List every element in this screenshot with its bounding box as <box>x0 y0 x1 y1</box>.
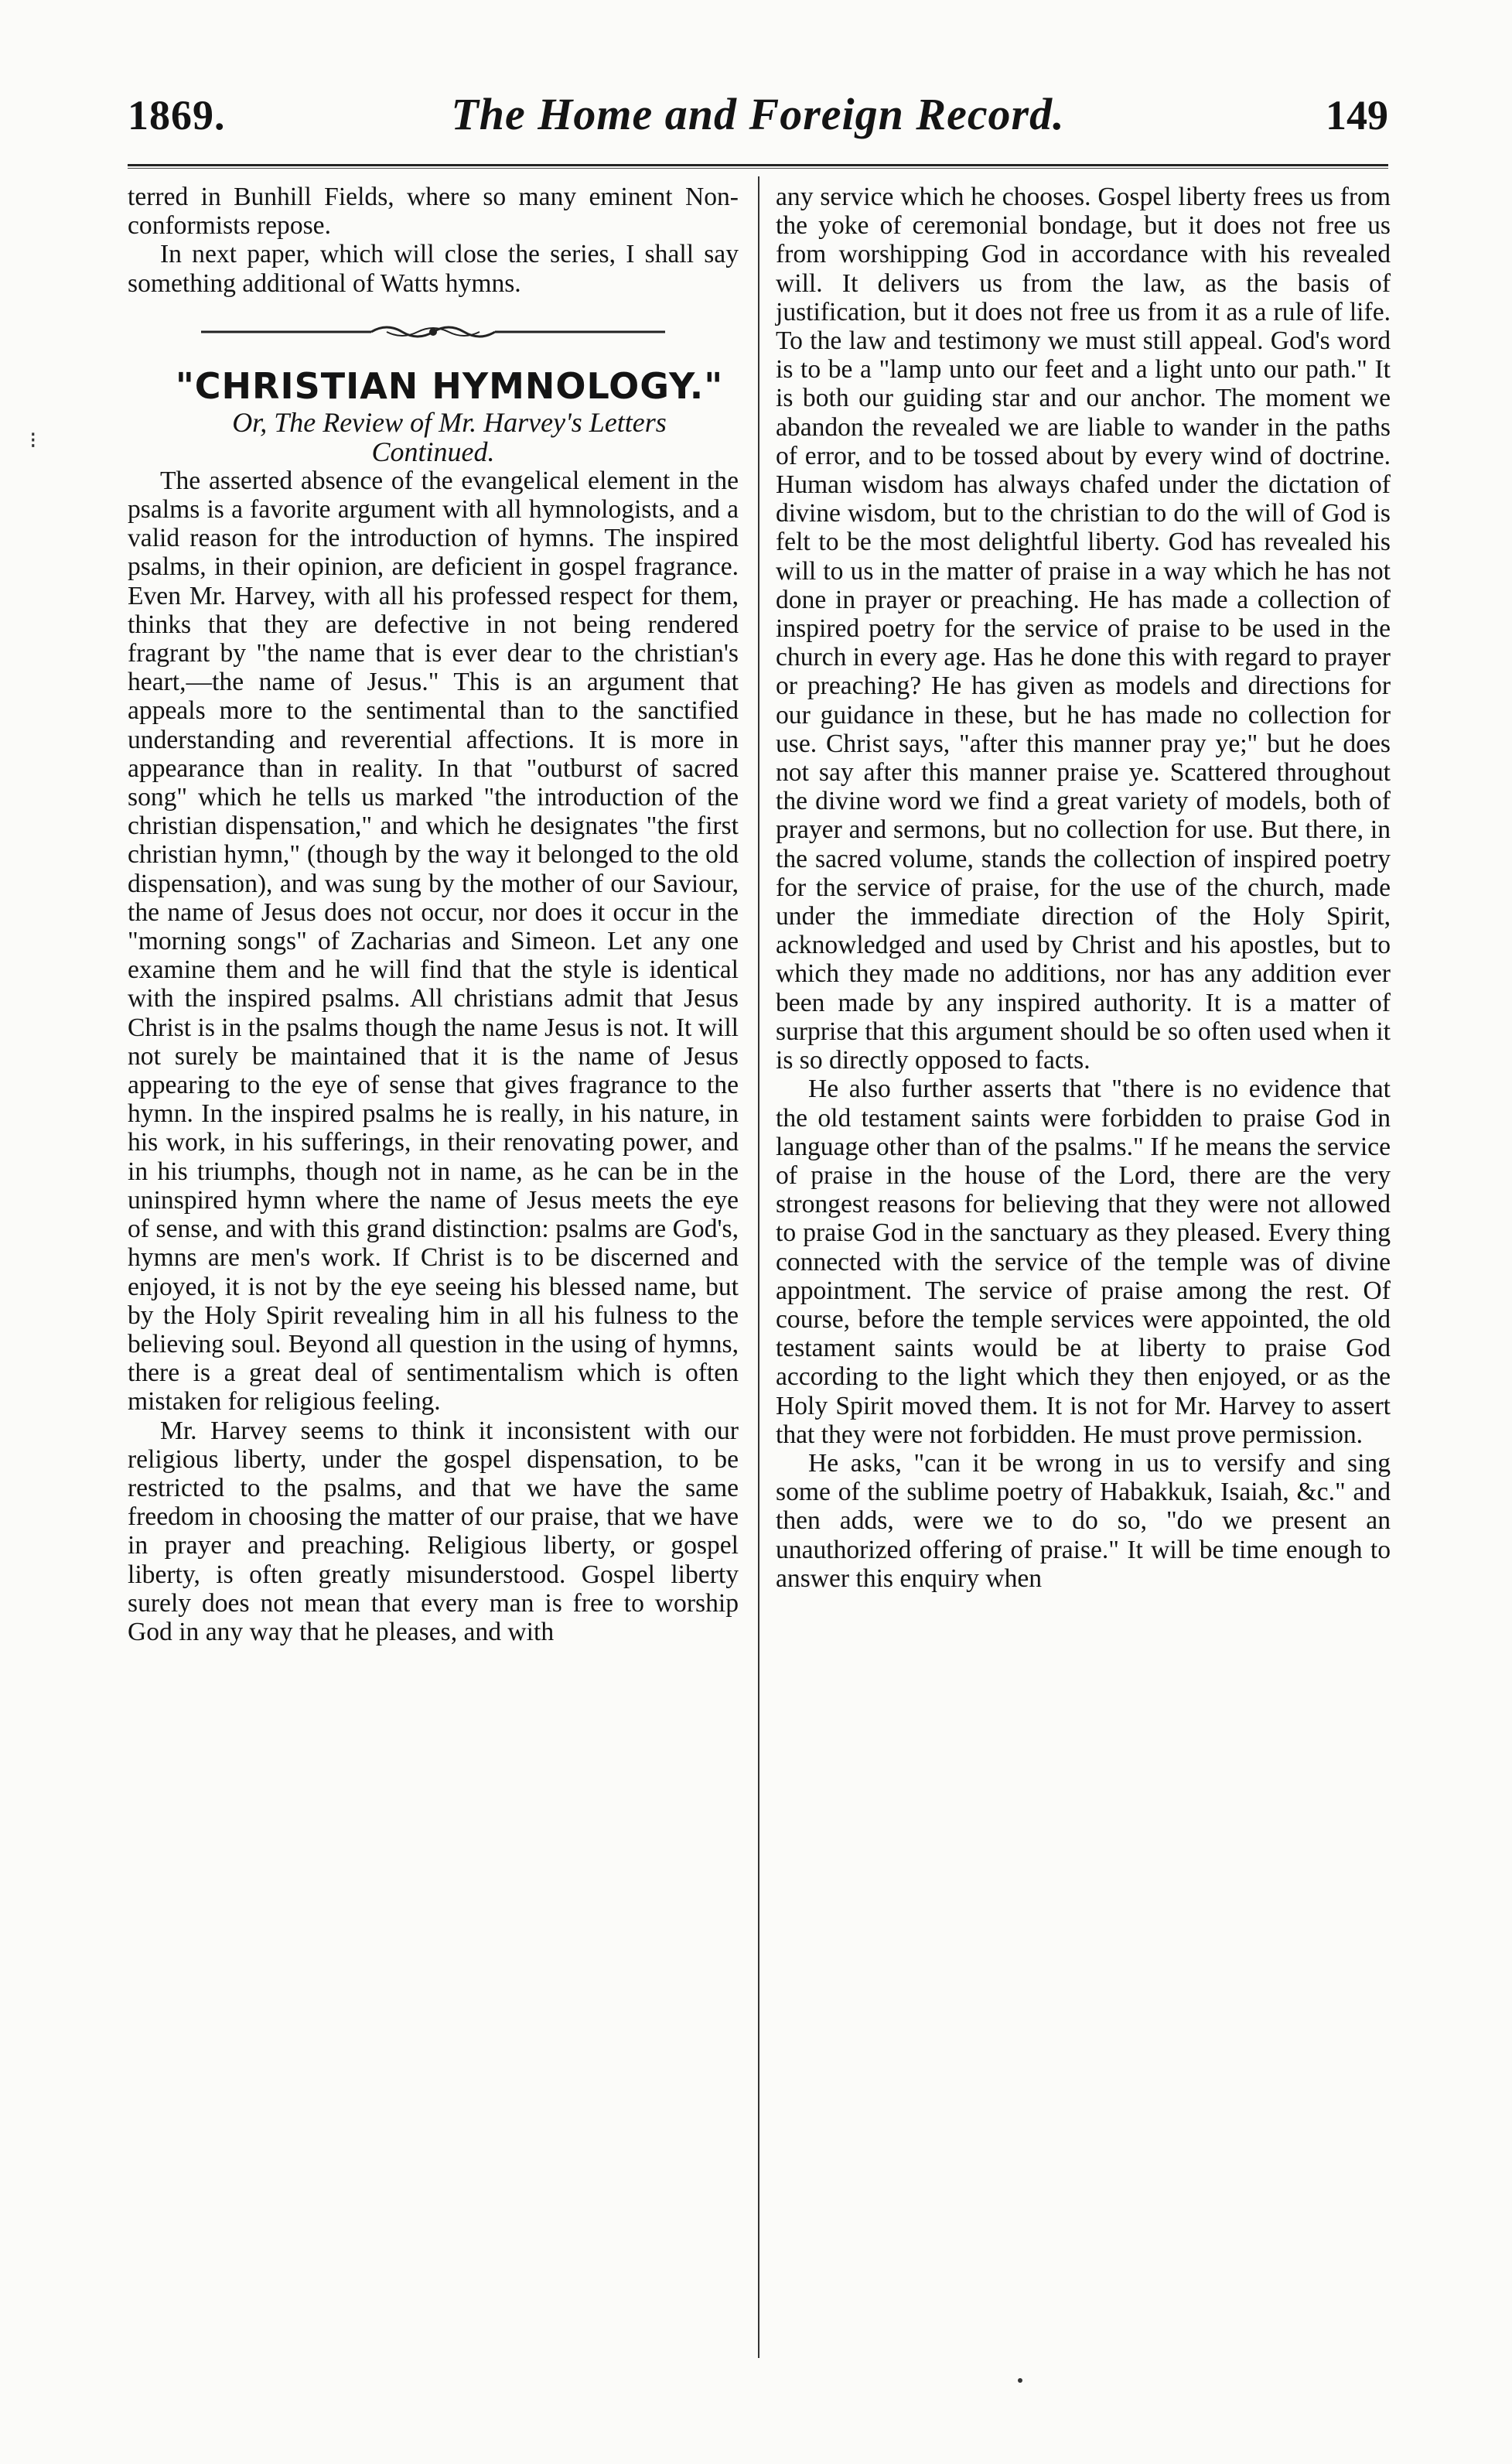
header-rule-thin <box>128 168 1388 169</box>
margin-mark: ⁝ <box>29 428 37 453</box>
running-header <box>128 91 1388 153</box>
ornament-divider-icon <box>201 321 665 343</box>
body-paragraph: The asserted absence of the evangelical element in the psalms is a favorite argument with all hymnologists, and a valid reason for the introduction of hymns. The inspired psalms, in their opinion, are deficient in gospel fragrance. Even Mr. Harvey, with all his professed respect for them, thinks that they are defective in not being rendered fragrant by "the name that is ever dear to the christian's heart,—the name of Jesus." This is an argument that appeals more to the sentimental than to the sanctified understanding and reverential affections. It is more in appearance than in reality. In that "outburst of sacred song" which he tells us marked "the introduction of the christian dispensation," and which he designates "the first christian hymn," (though by the way it belonged to the old dispensation), and was sung by the mother of our Saviour, the name of Jesus does not occur, nor does it occur in the "morning songs" of Zacharias and Simeon. Let any one examine them and he will find that the style is identical with the inspired psalms. All christians admit that Jesus Christ is in the psalms though the name Jesus is not. It will not surely be maintained that it is the name of Jesus appearing to the eye of sense that gives fragrance to the hymn. In the inspired psalms he is really, in his nature, in his work, in his sufferings, in their renovating power, and in his triumphs, though not in name, as he can be in the uninspired hymn where the name of Jesus meets the eye of sense, and with this grand distinction: psalms are God's, hymns are men's work. If Christ is to be discerned and enjoyed, it is not by the eye seeing his blessed name, but by the Holy Spirit revealing him in all his fulness to the believing soul. Beyond all question in the using of hymns, there is a great deal of sentimentalism which is often mistaken for religious feeling. <box>128 466 739 1417</box>
header-year: 1869. <box>128 92 226 138</box>
body-paragraph: He also further asserts that "there is no evidence that the old testament saints were forbidden to praise God in language other than of the psalms." If he means the service of praise in the house of the Lord, there are the very strongest reasons for believing that they were not allowed to praise God in the sanctuary as they pleased. Every thing connected with the service of the temple was of divine appointment. The service of praise among the rest. Of course, before the temple services were appointed, the old testament saints would be at liberty to praise God according to the light which they then enjoyed, or as the Holy Spirit moved them. It is not for Mr. Harvey to assert that they were not forbidden. He must prove permission. <box>776 1075 1391 1449</box>
header-title: The Home and Foreign Record. <box>451 89 1065 139</box>
continuation-paragraph: In next paper, which will close the series, I shall say something additional of Watts hymns. <box>128 240 739 298</box>
section-subtitle: Or, The Review of Mr. Harvey's Letters Continued. <box>232 406 667 467</box>
body-paragraph: any service which he chooses. Gospel liberty frees us from the yoke of ceremonial bondage, but it does not free us from worshipping God in accordance with his revealed will. It delivers us from the law, as the basis of justification, but it does not free us from it as a rule of life. To the law and testimony we must still appeal. God's word is to be a "lamp unto our feet and a light unto our path." It is both our guiding star and our anchor. The moment we abandon the revealed we are liable to wander in the paths of error, and to be tossed about by every wind of doctrine. Human wisdom has always chafed under the dictation of divine wisdom, but to the christian to do the will of God is felt to be the most delightful liberty. God has revealed his will to us in the matter of praise in a way which he has not done in prayer or preaching. He has made a collection of inspired poetry for the service of praise to be used in the church in every age. Has he done this with regard to prayer or preaching? He has given as models and directions for our guidance in these, but he has made no collection for use. Christ says, "after this manner pray ye;" but he does not say after this manner praise ye. Scattered throughout the divine word we find a great variety of models, both of prayer and sermons, but no collection for use. But there, in the sacred volume, stands the collection of inspired poetry for the service of praise, for the use of the church, made under the immediate direction of the Holy Spirit, acknowledged and used by Christ and his apostles, but to which they made no additions, nor has any addition ever been made by any inspired authority. It is a matter of surprise that this argument should be so often used when it is so directly opposed to facts. <box>776 183 1391 1075</box>
body-paragraph: Mr. Harvey seems to think it inconsistent with our religious liberty, under the gospel dispensation, to be restricted to the psalms, and that we have the same freedom in choosing the matter of our praise, that we have in prayer and preaching. Religious liberty, or gospel liberty, is often greatly misunderstood. Gospel liberty surely does not mean that every man is free to worship God in any way that he pleases, and with <box>128 1416 739 1646</box>
continuation-paragraph: terred in Bunhill Fields, where so many eminent Non-conformists repose. <box>128 183 739 241</box>
page-number: 149 <box>1326 92 1388 138</box>
section-title: "CHRISTIAN HYMNOLOGY." <box>175 364 724 407</box>
body-paragraph: He asks, "can it be wrong in us to versify and sing some of the sublime poetry of Habakkuk, Isaiah, &c." and then adds, were we to do so, "do we present an unauthorized offering of praise." It will be time enough to answer this enquiry when <box>776 1448 1391 1593</box>
left-column <box>128 183 739 1646</box>
header-rule <box>128 164 1388 166</box>
column-divider <box>758 176 759 2358</box>
print-mark <box>1018 2378 1022 2383</box>
right-column <box>776 183 1391 1593</box>
